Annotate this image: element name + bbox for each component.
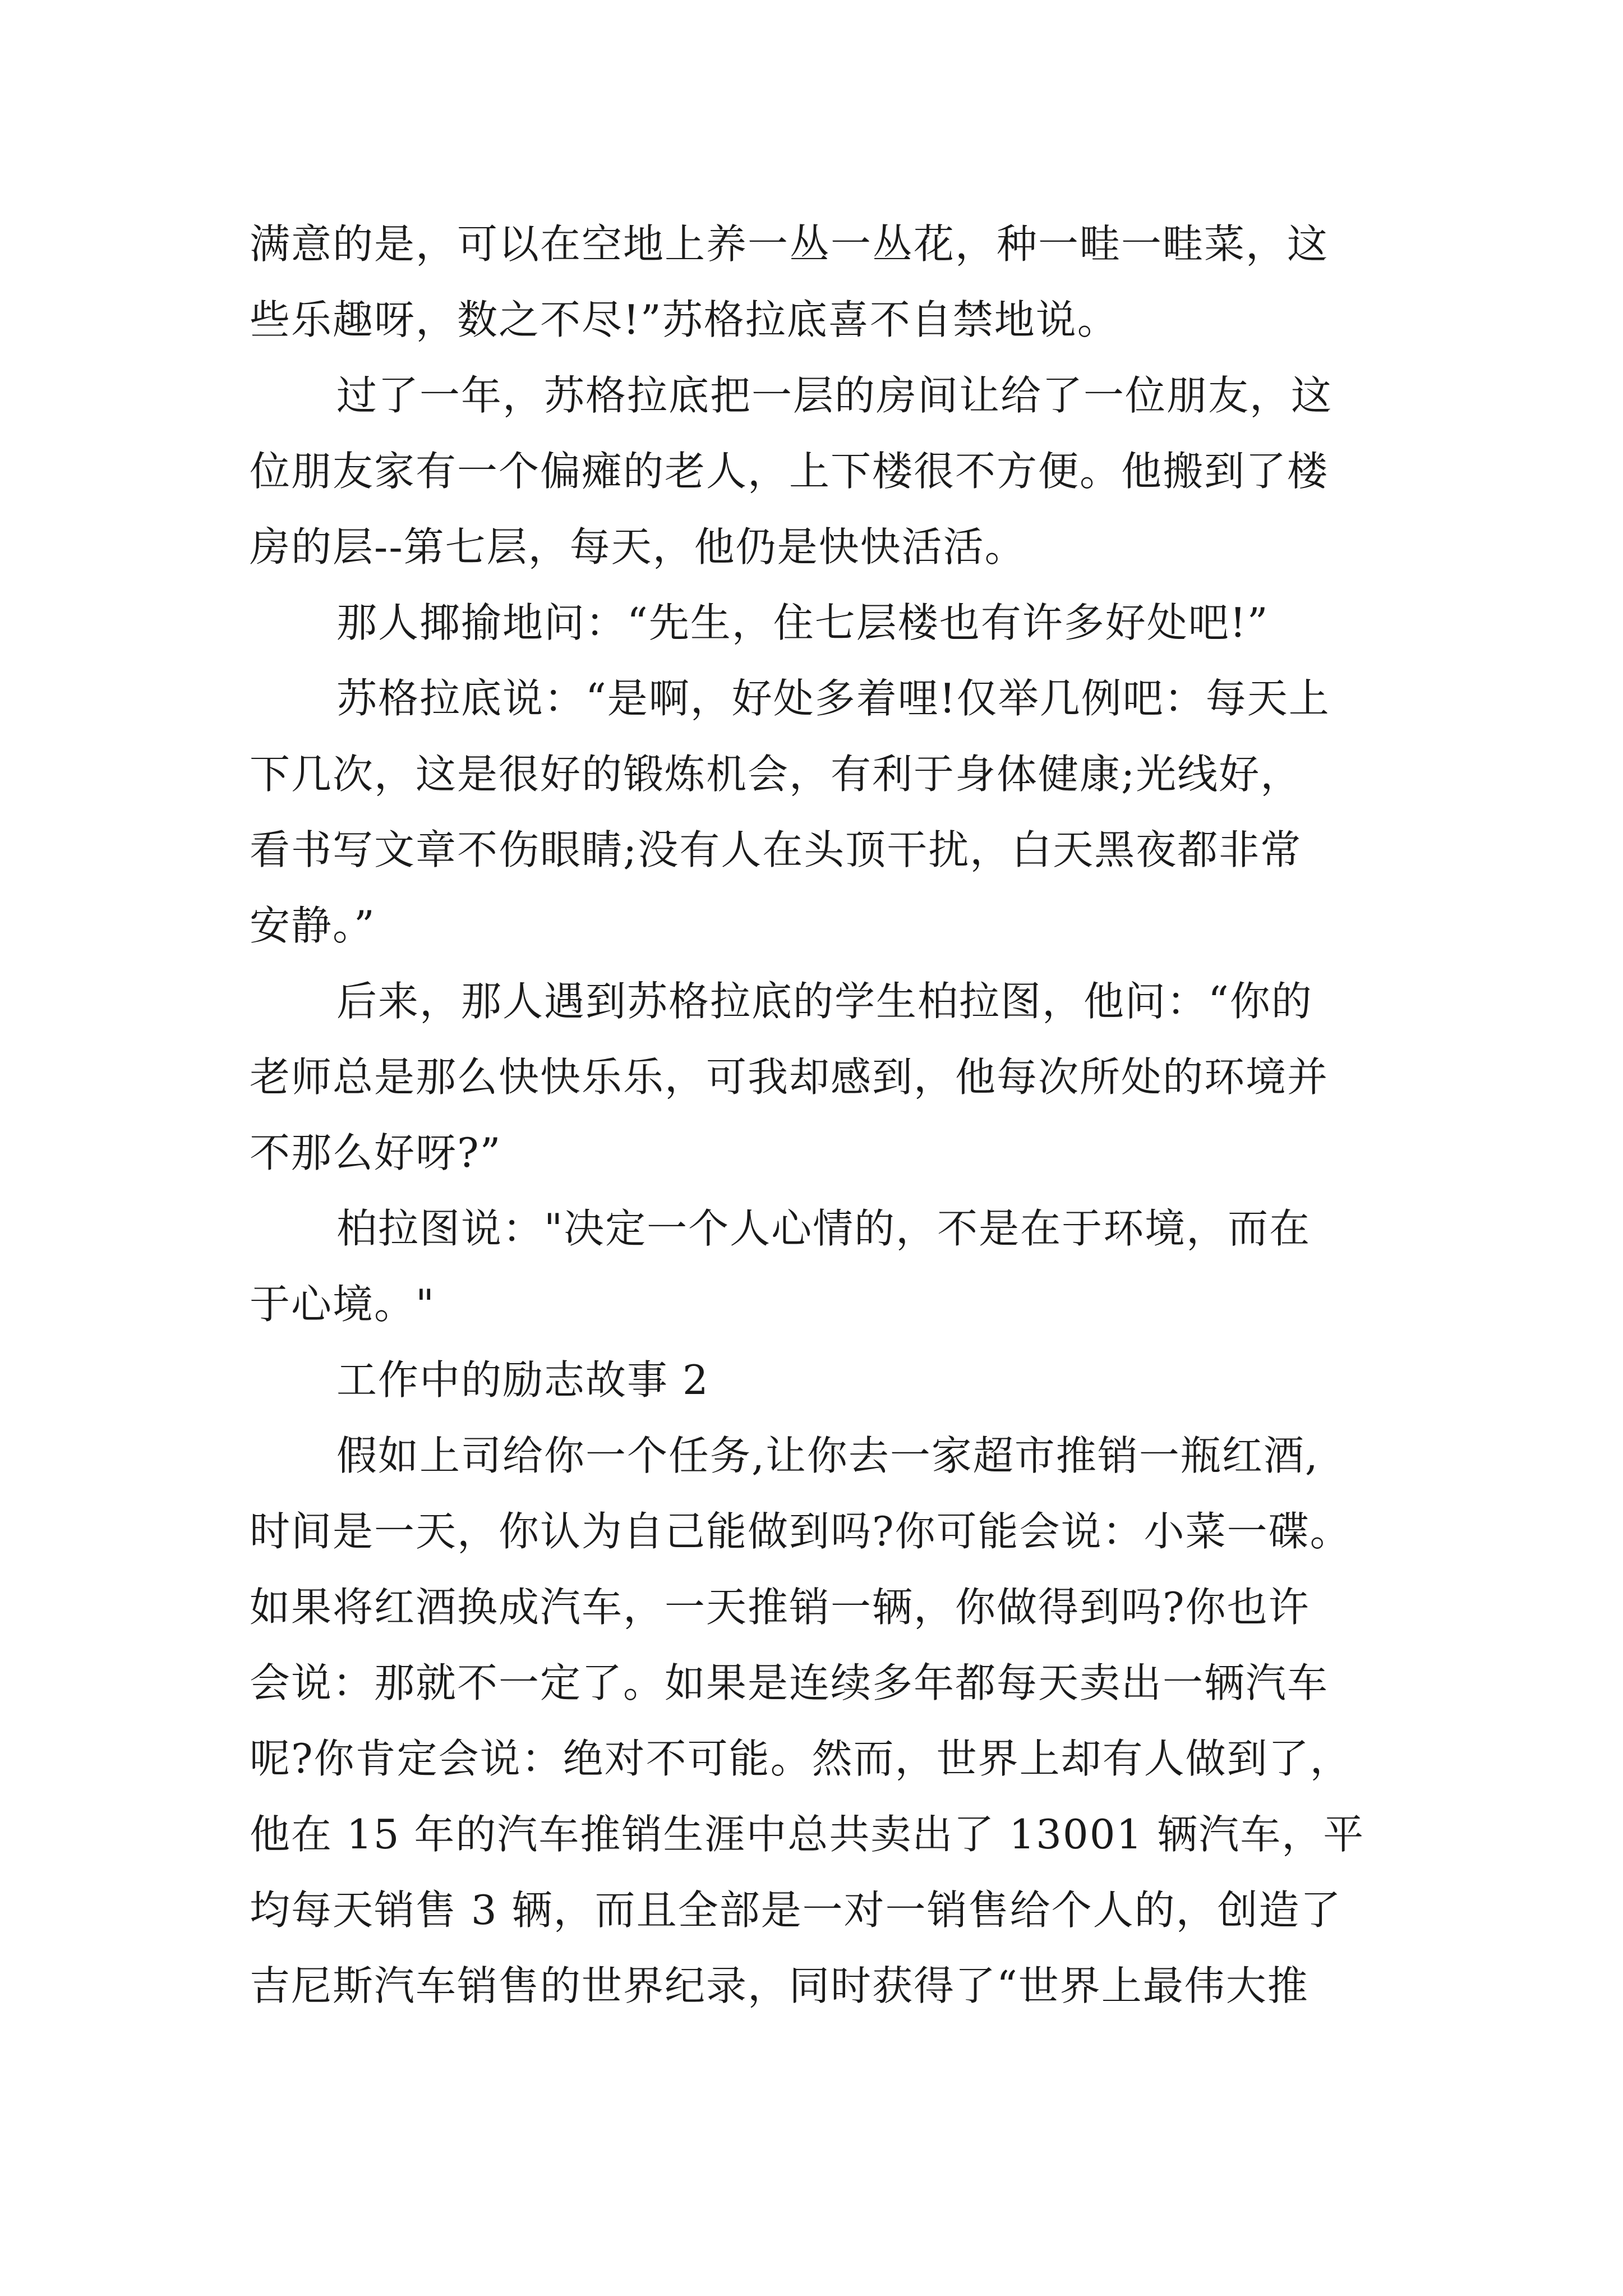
text-line-7: 苏格拉底说：“是啊，好处多着哩!仅举几例吧：每天上 [336, 675, 1330, 722]
text-line-2: 些乐趣呀，数之不尽!”苏格拉底喜不自禁地说。 [250, 296, 1119, 343]
text-line-9: 看书写文章不伤眼睛;没有人在头顶干扰，白天黑夜都非常 [250, 826, 1302, 873]
text-line-23: 均每天销售 3 辆，而且全部是一对一销售给个人的，创造了 [250, 1887, 1342, 1934]
text-line-10: 安静。” [250, 902, 376, 949]
text-line-13: 不那么好呀?” [250, 1129, 502, 1176]
text-line-14: 柏拉图说："决定一个人心情的，不是在于环境，而在 [336, 1205, 1311, 1252]
text-line-22: 他在 15 年的汽车推销生涯中总共卖出了 13001 辆汽车，平 [250, 1811, 1365, 1858]
text-line-11: 后来，那人遇到苏格拉底的学生柏拉图，他问：“你的 [336, 978, 1313, 1025]
section-heading: 工作中的励志故事 2 [336, 1356, 709, 1404]
text-line-1: 满意的是，可以在空地上养一丛一丛花，种一畦一畦菜，这 [250, 220, 1329, 268]
text-line-8: 下几次，这是很好的锻炼机会，有利于身体健康;光线好， [250, 751, 1302, 798]
text-line-15: 于心境。" [250, 1281, 436, 1328]
text-line-3: 过了一年，苏格拉底把一层的房间让给了一位朋友，这 [336, 372, 1333, 419]
text-line-24: 吉尼斯汽车销售的世界纪录，同时获得了“世界上最伟大推 [250, 1962, 1309, 2009]
text-line-6: 那人揶揄地问：“先生，住七层楼也有许多好处吧!” [336, 599, 1269, 646]
text-line-19: 如果将红酒换成汽车，一天推销一辆，你做得到吗?你也许 [250, 1584, 1310, 1631]
text-line-18: 时间是一天，你认为自己能做到吗?你可能会说：小菜一碟。 [250, 1508, 1352, 1555]
text-line-21: 呢?你肯定会说：绝对不可能。然而，世界上却有人做到了， [250, 1735, 1352, 1782]
text-line-5: 房的层--第七层，每天，他仍是快快活活。 [250, 523, 1026, 570]
text-line-12: 老师总是那么快快乐乐，可我却感到，他每次所处的环境并 [250, 1053, 1329, 1101]
text-line-20: 会说：那就不一定了。如果是连续多年都每天卖出一辆汽车 [250, 1659, 1329, 1706]
text-line-4: 位朋友家有一个偏瘫的老人，上下楼很不方便。他搬到了楼 [250, 448, 1329, 495]
text-line-17: 假如上司给你一个任务,让你去一家超市推销一瓶红酒, [336, 1432, 1319, 1479]
